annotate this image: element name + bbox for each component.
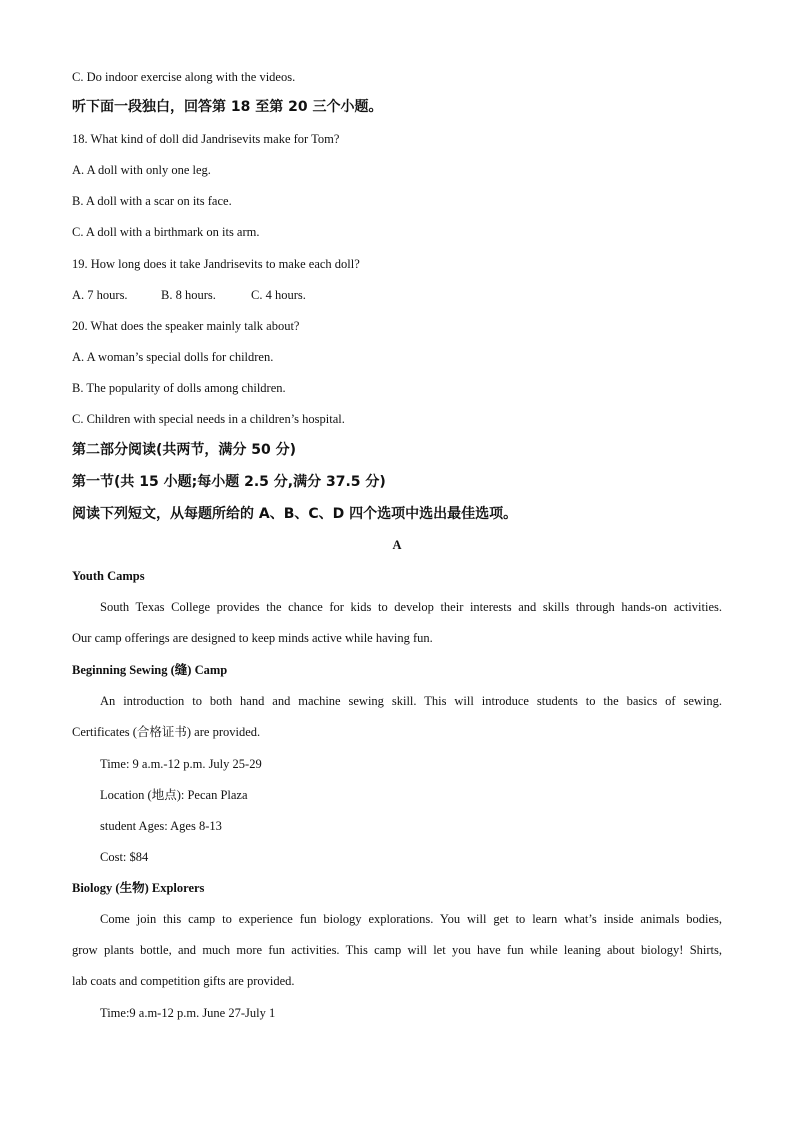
question-20-option-c: C. Children with special needs in a children’s hospital.: [72, 412, 345, 426]
question-19-option-a: A. 7 hours.: [72, 288, 128, 302]
camp-1-description-2: Certificates (合格证书) are provided.: [72, 725, 261, 739]
section-one-heading: 第一节(共 15 小题;每小题 2.5 分,满分 37.5 分): [72, 474, 386, 490]
question-17-option-c: C. Do indoor exercise along with the videos.: [72, 70, 296, 84]
question-18-option-b: B. A doll with a scar on its face.: [72, 194, 232, 208]
camp-1-time: Time: 9 a.m.-12 p.m. July 25-29: [100, 757, 262, 771]
question-20: 20. What does the speaker mainly talk about?: [72, 319, 300, 333]
camp-1-description-1: An introduction to both hand and machine sewing skill. This will introduce students to the basics of sewing.: [100, 694, 722, 708]
part-two-heading: 第二部分阅读(共两节，满分 50 分): [72, 442, 297, 458]
camp-2-time: Time:9 a.m-12 p.m. June 27-July 1: [100, 1006, 276, 1020]
question-20-option-b: B. The popularity of dolls among children.: [72, 381, 286, 395]
question-18: 18. What kind of doll did Jandrisevits make for Tom?: [72, 132, 340, 146]
question-18-option-c: C. A doll with a birthmark on its arm.: [72, 225, 260, 239]
reading-instruction: 阅读下列短文，从每题所给的 A、B、C、D 四个选项中选出最佳选项。: [72, 506, 518, 522]
passage-letter: A: [392, 538, 402, 552]
camp-1-cost: Cost: $84: [100, 850, 149, 864]
camp-2-title: Biology (生物) Explorers: [72, 881, 205, 895]
intro-line-2: Our camp offerings are designed to keep minds active while having fun.: [72, 631, 433, 645]
question-19-option-c: C. 4 hours.: [251, 288, 306, 302]
camp-1-location: Location (地点): Pecan Plaza: [100, 788, 248, 802]
camp-2-description-2: grow plants bottle, and much more fun activities. This camp will let you have fun while leaning about biology! Shirts,: [72, 943, 722, 957]
camp-1-ages: student Ages: Ages 8-13: [100, 819, 222, 833]
question-19-options: [72, 287, 722, 303]
camp-1-title: Beginning Sewing (缝) Camp: [72, 663, 228, 677]
question-20-option-a: A. A woman’s special dolls for children.: [72, 350, 274, 364]
question-18-option-a: A. A doll with only one leg.: [72, 163, 211, 177]
listening-instruction: 听下面一段独白，回答第 18 至第 20 三个小题。: [72, 99, 383, 115]
question-19-option-b: B. 8 hours.: [161, 288, 216, 302]
passage-title: Youth Camps: [72, 569, 145, 583]
question-19: 19. How long does it take Jandrisevits to make each doll?: [72, 257, 360, 271]
camp-2-description-1: Come join this camp to experience fun biology explorations. You will get to learn what’s inside animals bodies,: [100, 912, 722, 926]
intro-line-1: South Texas College provides the chance for kids to develop their interests and skills through hands-on activities.: [100, 600, 722, 614]
camp-2-description-3: lab coats and competition gifts are provided.: [72, 974, 295, 988]
